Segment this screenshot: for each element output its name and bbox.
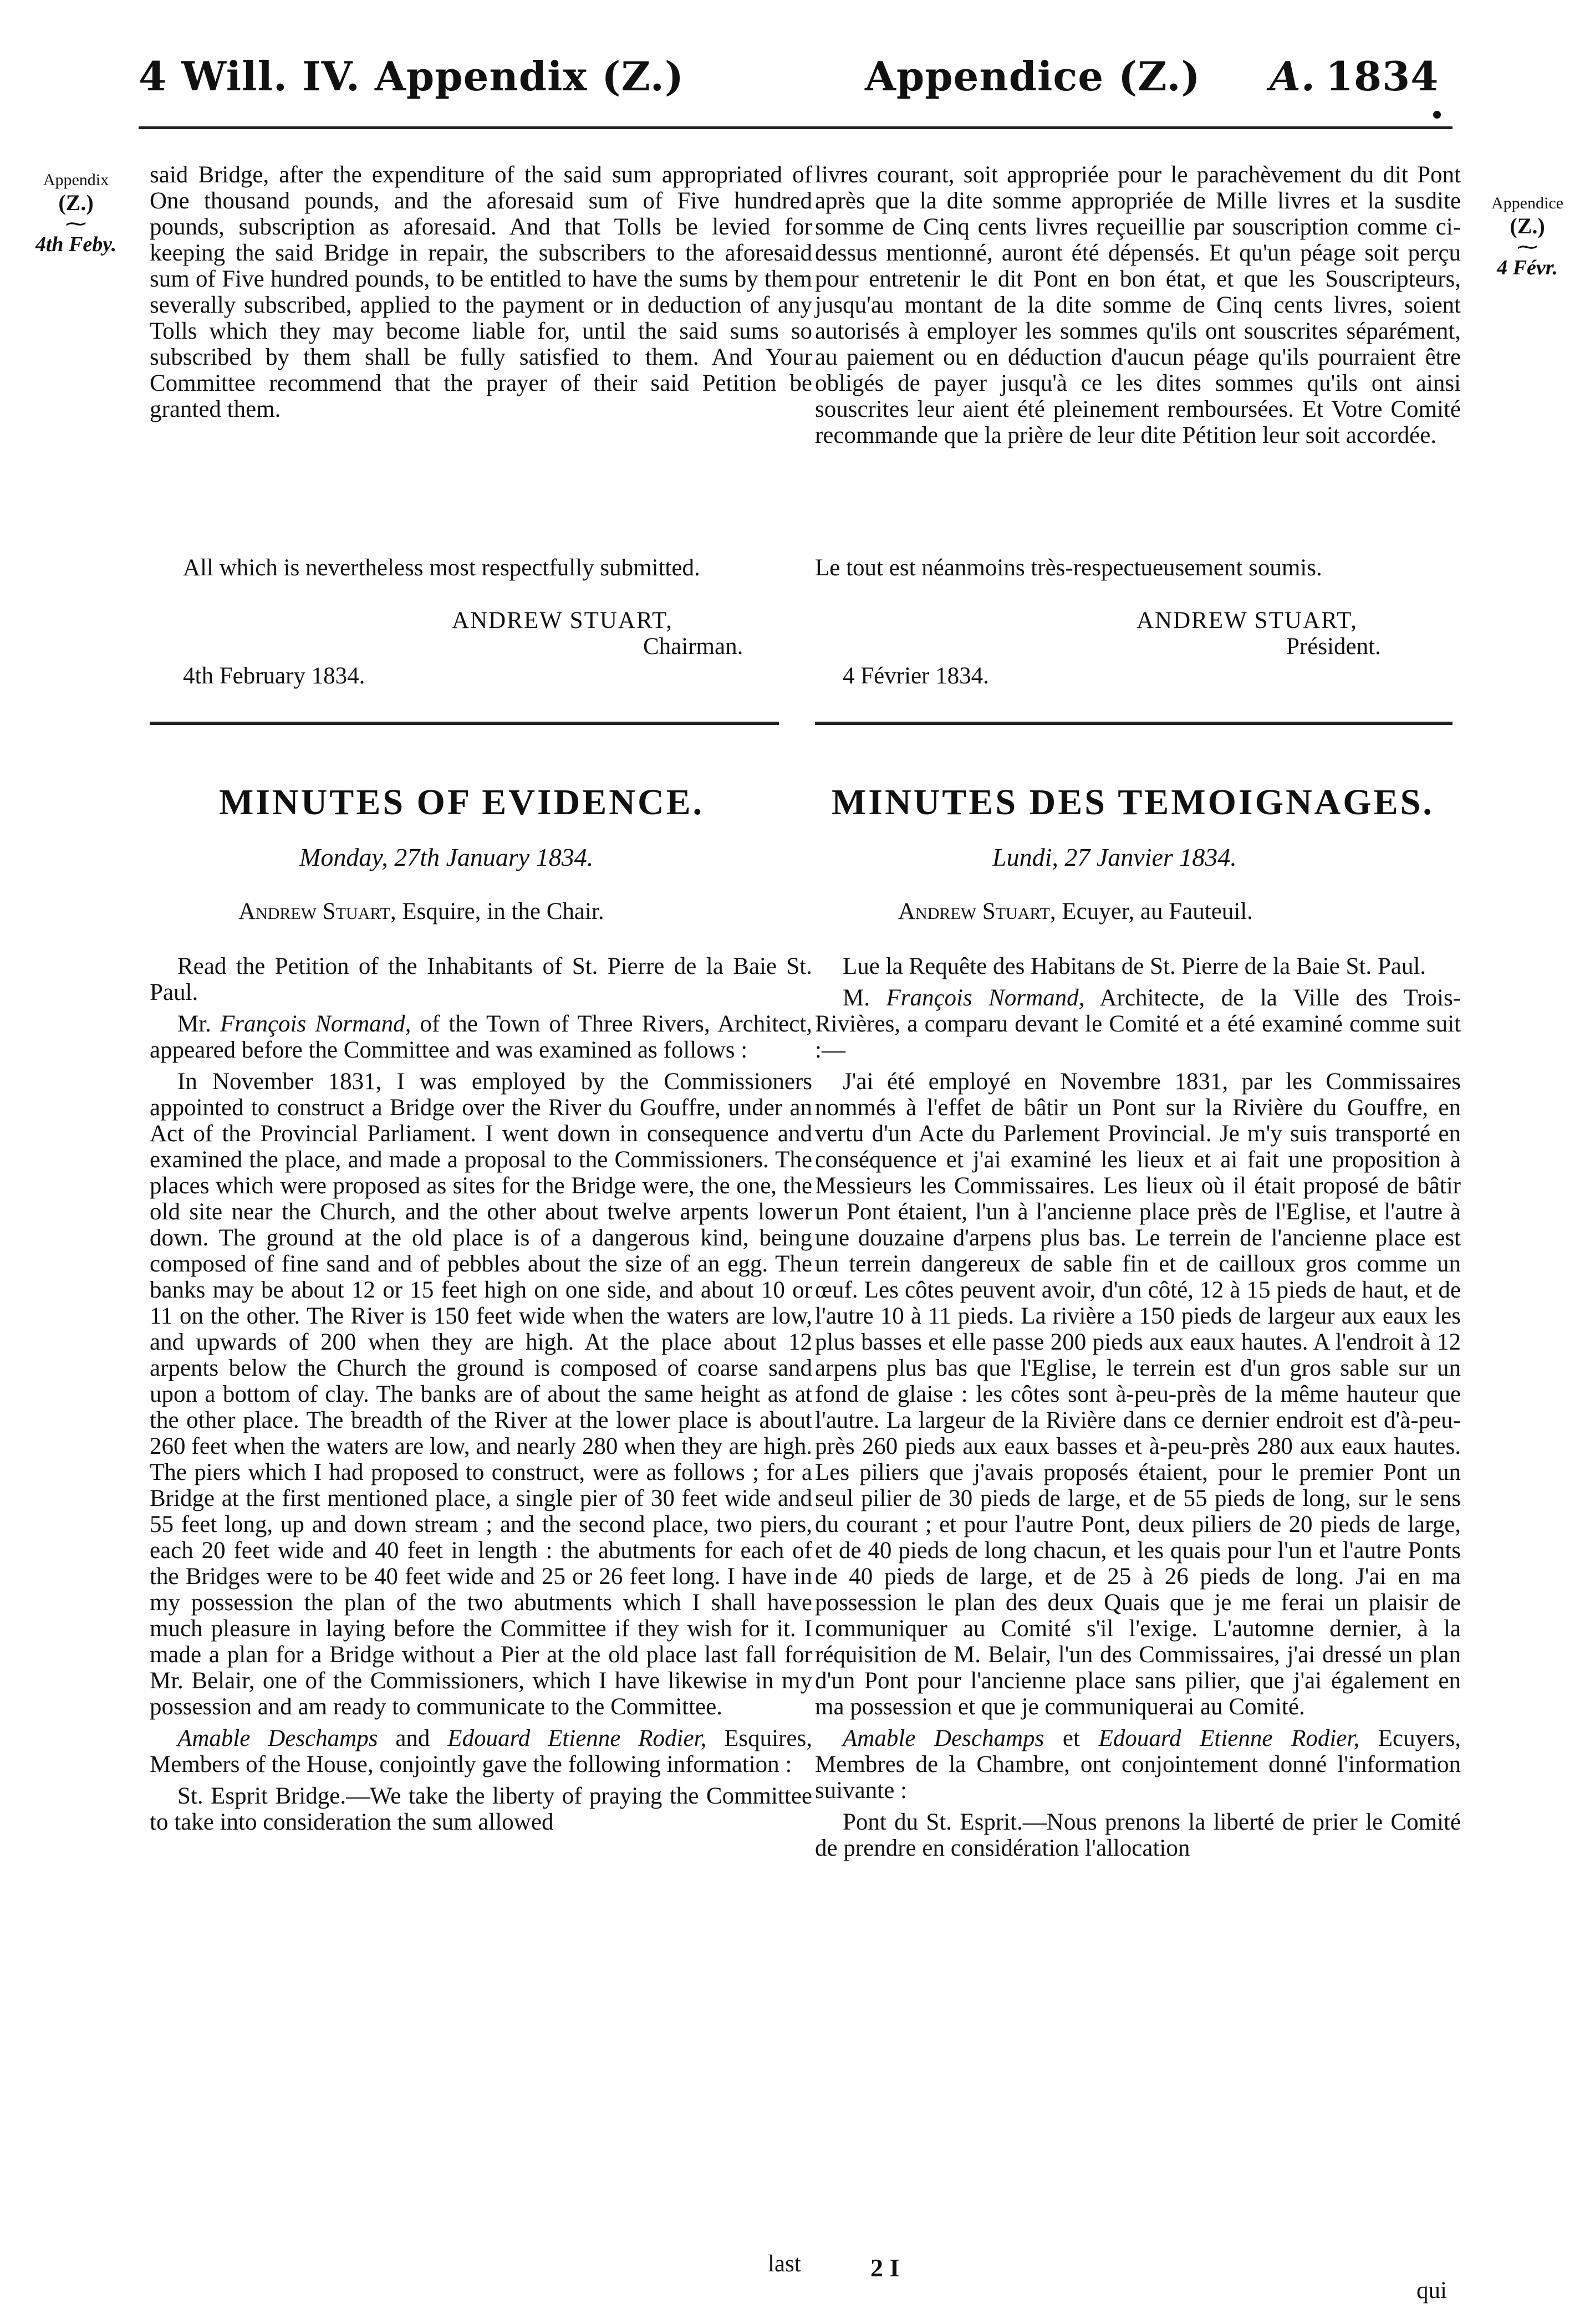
petition-read: Read the Petition of the Inhabitants of St. Pierre de la Baie St. Paul. bbox=[150, 953, 812, 1005]
member-name: Edouard Etienne Rodier, bbox=[1098, 1725, 1360, 1751]
report-french-text: livres courant, soit appropriée pour le parachèvement du dit Pont après que la dite somme appropriée de Mille livres et la susdite somme de Cinq cents livres reçueillie par souscription comme ci-dessus mentionné, auront été dépensés. Et qu'un péage soit perçu pour entretenir le dit Pont en bon état, et que les Souscripteurs, jusqu'au montant de la dite somme de Cinq cents livres, soient autorisés à employer les sommes qu'ils ont souscrites séparément, au paiement ou en déduction d'aucun péage qu'ils pourraient être obligés de payer jusqu'à ce les dites sommes qu'ils ont ainsi souscrites leur aient été pleinement remboursées. Et Votre Comité recommande que la prière de leur dite Pétition leur soit accordée. bbox=[815, 162, 1461, 448]
margin-appendix-letter: (Z.) bbox=[1510, 213, 1545, 238]
year-prefix: A. bbox=[1270, 53, 1316, 100]
minutes-body-english bbox=[150, 953, 812, 1841]
section-rule-left bbox=[150, 722, 779, 725]
chair-line-english bbox=[238, 898, 604, 925]
bridge-statement: Pont du St. Esprit.—Nous prenons la liberté de prier le Comité de prendre en considération l'allocation bbox=[815, 1809, 1461, 1861]
margin-appendix-letter: (Z.) bbox=[58, 190, 94, 215]
running-header-middle: Appendice (Z.) bbox=[865, 53, 1201, 100]
margin-appendix-label: Appendix bbox=[43, 171, 109, 189]
chair-name: Andrew Stuart, bbox=[238, 898, 396, 925]
header-year: 1834 bbox=[1325, 53, 1439, 100]
catchword-french: qui bbox=[1416, 2277, 1447, 2303]
minutes-body-french bbox=[815, 953, 1461, 1867]
member-name: Amable Deschamps bbox=[843, 1725, 1044, 1751]
member-name: Edouard Etienne Rodier, bbox=[447, 1725, 707, 1751]
chair-line-french bbox=[898, 898, 1253, 925]
chair-text: Ecuyer, au Fauteuil. bbox=[1062, 898, 1253, 925]
witness-name: François Normand, bbox=[886, 985, 1085, 1011]
submitted-line-english: All which is nevertheless most respectfully submitted. bbox=[183, 555, 700, 581]
signature-mark: 2 I bbox=[870, 2254, 900, 2282]
signature-english: ANDREW STUART, bbox=[452, 607, 673, 634]
running-header-left: 4 Will. IV. Appendix (Z.) bbox=[139, 53, 684, 100]
witness-intro: M. François Normand, Architecte, de la Ville des Trois-Rivières, a comparu devant le Comité et a été examiné comme suit :— bbox=[815, 985, 1461, 1063]
submitted-line-french: Le tout est néanmoins très-respectueusement soumis. bbox=[815, 555, 1322, 581]
minutes-date-english: Monday, 27th January 1834. bbox=[299, 843, 594, 871]
members-intro: Amable Deschamps and Edouard Etienne Rodier, Esquires, Members of the House, conjointly gave the following information : bbox=[150, 1725, 812, 1778]
signature-role-english: Chairman. bbox=[643, 634, 743, 660]
margin-date: 4th Feby. bbox=[35, 233, 117, 256]
signature-role-french: Président. bbox=[1286, 634, 1381, 660]
header-dot bbox=[1433, 111, 1441, 119]
witness-name: François Normand, bbox=[220, 1011, 411, 1037]
minutes-title-english: MINUTES OF EVIDENCE. bbox=[219, 782, 705, 823]
running-header-right bbox=[1270, 53, 1439, 100]
margin-date: 4 Févr. bbox=[1497, 256, 1558, 279]
minutes-date-french: Lundi, 27 Janvier 1834. bbox=[992, 843, 1237, 871]
report-english-text: said Bridge, after the expenditure of the said sum appropriated of One thousand pounds, and the aforesaid sum of Five hundred pounds, subscription as aforesaid. And that Tolls be levied for keeping the said Bridge in repair, the subscribers to the aforesaid sum of Five hundred pounds, to be entitled to have the sums by them severally subscribed, applied to the payment or in deduction of any Tolls which they may become liable for, until the said sums so subscribed by them shall be fully satisfied to them. And Your Committee recommend that the prayer of their said Petition be granted them. bbox=[150, 162, 812, 422]
catchword-english: last bbox=[768, 2251, 801, 2277]
swash-ornament: ⁓ bbox=[65, 212, 86, 236]
margin-note-left bbox=[7, 171, 145, 257]
section-rule-right bbox=[815, 722, 1453, 725]
chair-text: Esquire, in the Chair. bbox=[402, 898, 604, 925]
header-rule bbox=[139, 126, 1453, 129]
member-name: Amable Deschamps bbox=[177, 1725, 378, 1751]
report-date-french: 4 Février 1834. bbox=[843, 663, 989, 689]
margin-appendix-label: Appendice bbox=[1491, 194, 1563, 212]
witness-intro: Mr. François Normand, of the Town of Three Rivers, Architect, appeared before the Committee and was examined as follows : bbox=[150, 1011, 813, 1063]
petition-read: Lue la Requête des Habitans de St. Pierre de la Baie St. Paul. bbox=[843, 953, 1426, 979]
testimony: J'ai été employé en Novembre 1831, par les Commissaires nommés à l'effet de bâtir un Pont sur la Rivière du Gouffre, en vertu d'un Acte du Parlement Provincial. Je m'y suis transporté en conséquence et j'ai examiné les lieux et ai fait une proposition à Messieurs les Commissaires. Les lieux où il était proposé de bâtir un Pont étaient, l'un à l'ancienne place près de l'Eglise, et l'autre à une douzaine d'arpens plus bas. Le terrein de l'ancienne place est un terrein dangereux de sable fin et de cailloux gros comme un œuf. Les côtes peuvent avoir, d'un côté, 12 à 15 pieds de haut, et de l'autre 10 à 11 pieds. La rivière a 150 pieds de largeur aux eaux les plus basses et elle passe 200 pieds aux eaux hautes. A l'endroit à 12 arpens plus bas que l'Eglise, le terrein est d'un gros sable sur un fond de glaise : les côtes sont à-peu-près de la même hauteur que l'autre. La largeur de la Rivière dans ce dernier endroit est d'à-peu-près 260 pieds aux eaux basses et à-peu-près 280 aux eaux hautes. Les piliers que j'avais proposés étaient, pour le premier Pont un seul pilier de 30 pieds de large, et de 55 pieds de long, sur le sens du courant ; et pour l'autre Pont, deux piliers de 20 pieds de large, et de 40 pieds de long chacun, et les quais pour l'un et l'autre Ponts de 40 pieds de large, et de 25 à 26 pieds de long. J'ai en ma possession le plan des deux Quais que je me ferai un plaisir de communiquer au Comité s'il l'exige. L'automne dernier, à la réquisition de M. Belair, l'un des Commissaires, j'ai dressé un plan d'un Pont pour l'ancienne place sans pilier, que j'ai également en ma possession et que je communiquerai au Comité. bbox=[815, 1069, 1461, 1720]
report-french bbox=[815, 162, 1461, 448]
testimony: In November 1831, I was employed by the Commissioners appointed to construct a Bridge over the River du Gouffre, under an Act of the Provincial Parliament. I went down in consequence and examined the place, and made a proposal to the Commissioners. The places which were proposed as sites for the Bridge were, the one, the old site near the Church, and the other about twelve arpents lower down. The ground at the old place is of a dangerous kind, being composed of fine sand and of pebbles about the size of an egg. The banks may be about 12 or 15 feet high on one side, and about 10 or 11 on the other. The River is 150 feet wide when the waters are low, and upwards of 200 when they are high. At the place about 12 arpents below the Church the ground is composed of coarse sand upon a bottom of clay. The banks are of about the same height as at the other place. The breadth of the River at the lower place is about 260 feet when the waters are low, and nearly 280 when they are high. The piers which I had proposed to construct, were as follows ; for a Bridge at the first mentioned place, a single pier of 30 feet wide and 55 feet long, up and down stream ; and the second place, two piers, each 20 feet wide and 40 feet in length : the abutments for each of the Bridges were to be 40 feet wide and 25 or 26 feet long. I have in my possession the plan of the two abutments which I shall have much pleasure in laying before the Committee if they wish for it. I made a plan for a Bridge without a Pier at the old place last fall for Mr. Belair, one of the Commissioners, which I have likewise in my possession and am ready to communicate to the Committee. bbox=[150, 1069, 812, 1720]
signature-french: ANDREW STUART, bbox=[1137, 607, 1358, 634]
swash-ornament: ⁓ bbox=[1517, 236, 1538, 259]
margin-note-right bbox=[1464, 194, 1591, 280]
report-english bbox=[150, 162, 812, 422]
minutes-title-french: MINUTES DES TEMOIGNAGES. bbox=[832, 782, 1434, 823]
chair-name: Andrew Stuart, bbox=[898, 898, 1056, 925]
members-intro: Amable Deschamps et Edouard Etienne Rodier, Ecuyers, Membres de la Chambre, ont conjointement donné l'information suivante : bbox=[815, 1725, 1461, 1804]
report-date-english: 4th February 1834. bbox=[183, 663, 365, 689]
bridge-statement: St. Esprit Bridge.—We take the liberty of praying the Committee to take into consideration the sum allowed bbox=[150, 1783, 812, 1835]
